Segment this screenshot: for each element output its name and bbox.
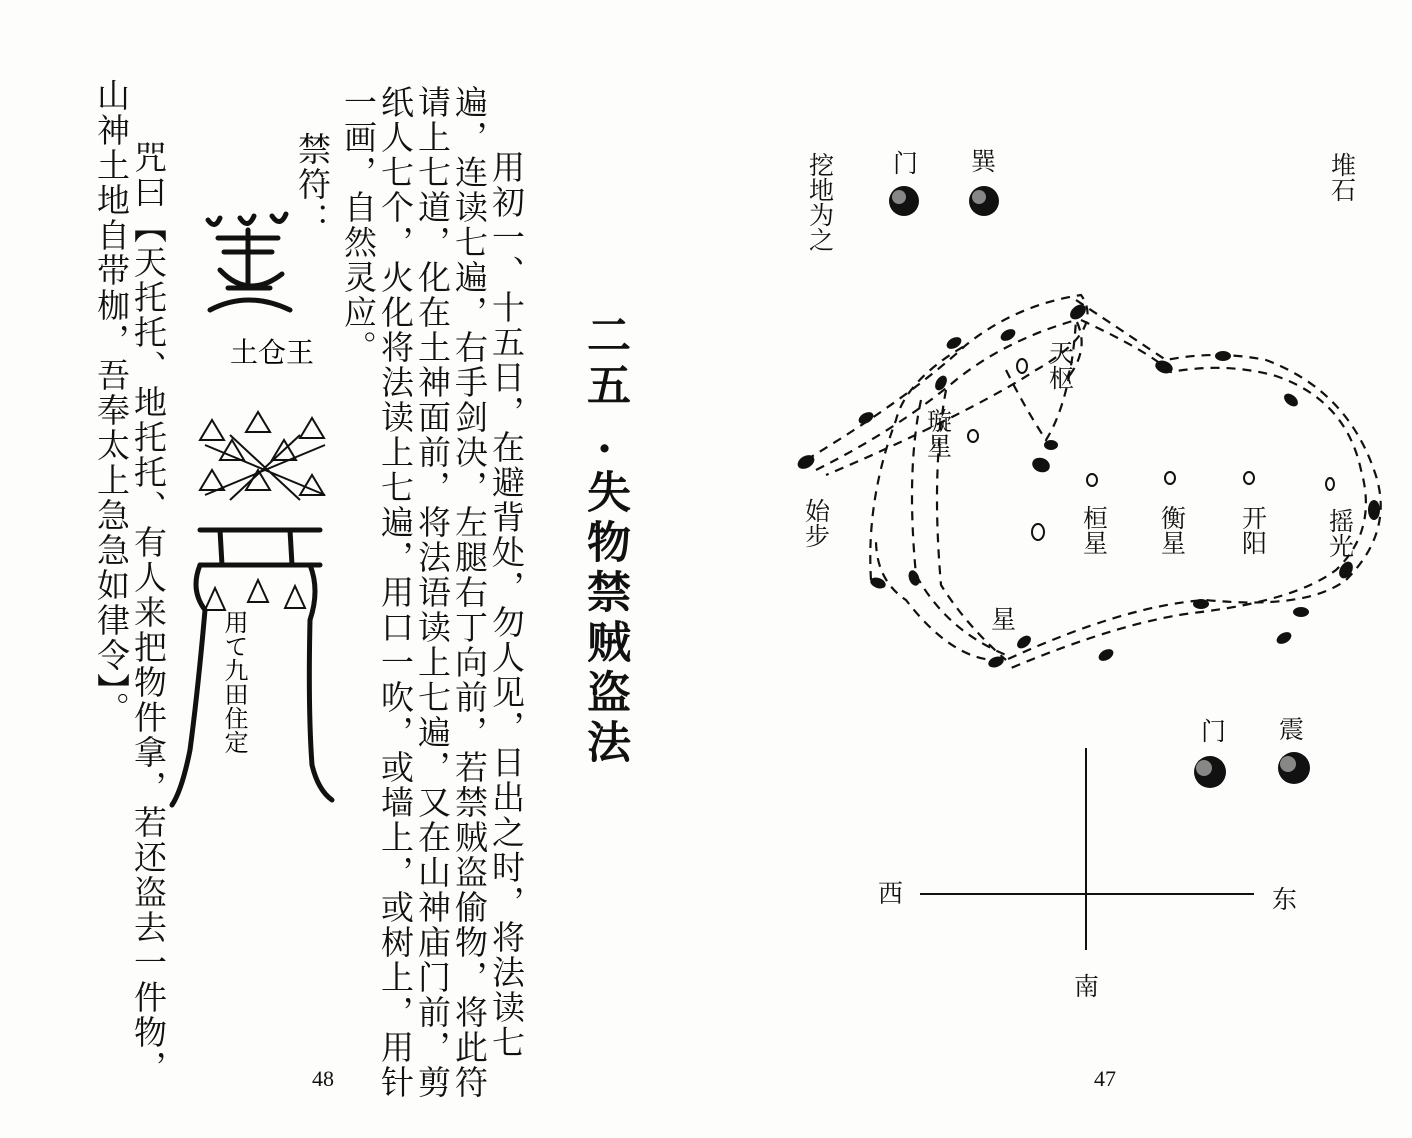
- talisman-label: 禁符：: [293, 132, 332, 237]
- body-line-4: 纸人七个，火化将法读上七遍，用口一吹，或墙上，或树上，用针: [376, 85, 415, 1100]
- label-kaiyang: 开阳: [1238, 505, 1268, 555]
- talisman-glyph-top: 土仓王: [230, 336, 315, 369]
- label-door-bottom: 门: [1197, 718, 1227, 743]
- label-start-step: 始步: [801, 498, 831, 548]
- body-line-5: 一画，自然灵应。: [339, 85, 378, 365]
- label-yaoguang: 摇光: [1325, 508, 1355, 558]
- label-pile-stone: 堆石: [1327, 152, 1357, 202]
- incantation-line-2: 山神土地自带枷，吾奉太上急急如律令】。: [92, 78, 131, 727]
- label-door-top: 门: [889, 150, 919, 175]
- page-number-left: 48: [312, 1066, 334, 1091]
- talisman-glyph-bottom: 用て九田住定: [220, 610, 248, 754]
- label-hengxing-2: 衡星: [1157, 505, 1187, 555]
- label-east: 东: [1272, 885, 1298, 914]
- body-line-1: 用初一、十五日，在避背处，勿人见，日出之时，将法读七: [487, 150, 526, 1060]
- label-xun: 巽: [967, 148, 997, 173]
- talisman-figure: [160, 190, 350, 820]
- label-xuanxing: 璇星: [923, 408, 953, 458]
- body-line-3: 请上七道，化在土神面前，将法语读上七遍，又在山神庙门前，剪: [413, 85, 452, 1100]
- section-title: 二五.失物禁贼盗法: [579, 312, 630, 769]
- right-page: [706, 0, 1412, 1138]
- page-number-right: 47: [1094, 1066, 1116, 1091]
- label-west: 西: [878, 879, 904, 908]
- label-tianshu: 天枢: [1045, 340, 1075, 390]
- label-zhen: 震: [1275, 716, 1305, 741]
- star-path-diagram: [706, 0, 1412, 1138]
- incantation-line-1: 咒曰【天托托、地托托、有人来把物件拿，若还盗去一件物，: [129, 140, 168, 1085]
- label-star: 星: [987, 606, 1017, 631]
- label-south: 南: [1074, 972, 1100, 1001]
- body-line-2: 遍，连读七遍，右手剑决，左腿右丁向前，若禁贼盗偷物，将此符: [450, 85, 489, 1100]
- label-hengxing-1: 桓星: [1079, 505, 1109, 555]
- label-dig: 挖地为之: [805, 152, 835, 252]
